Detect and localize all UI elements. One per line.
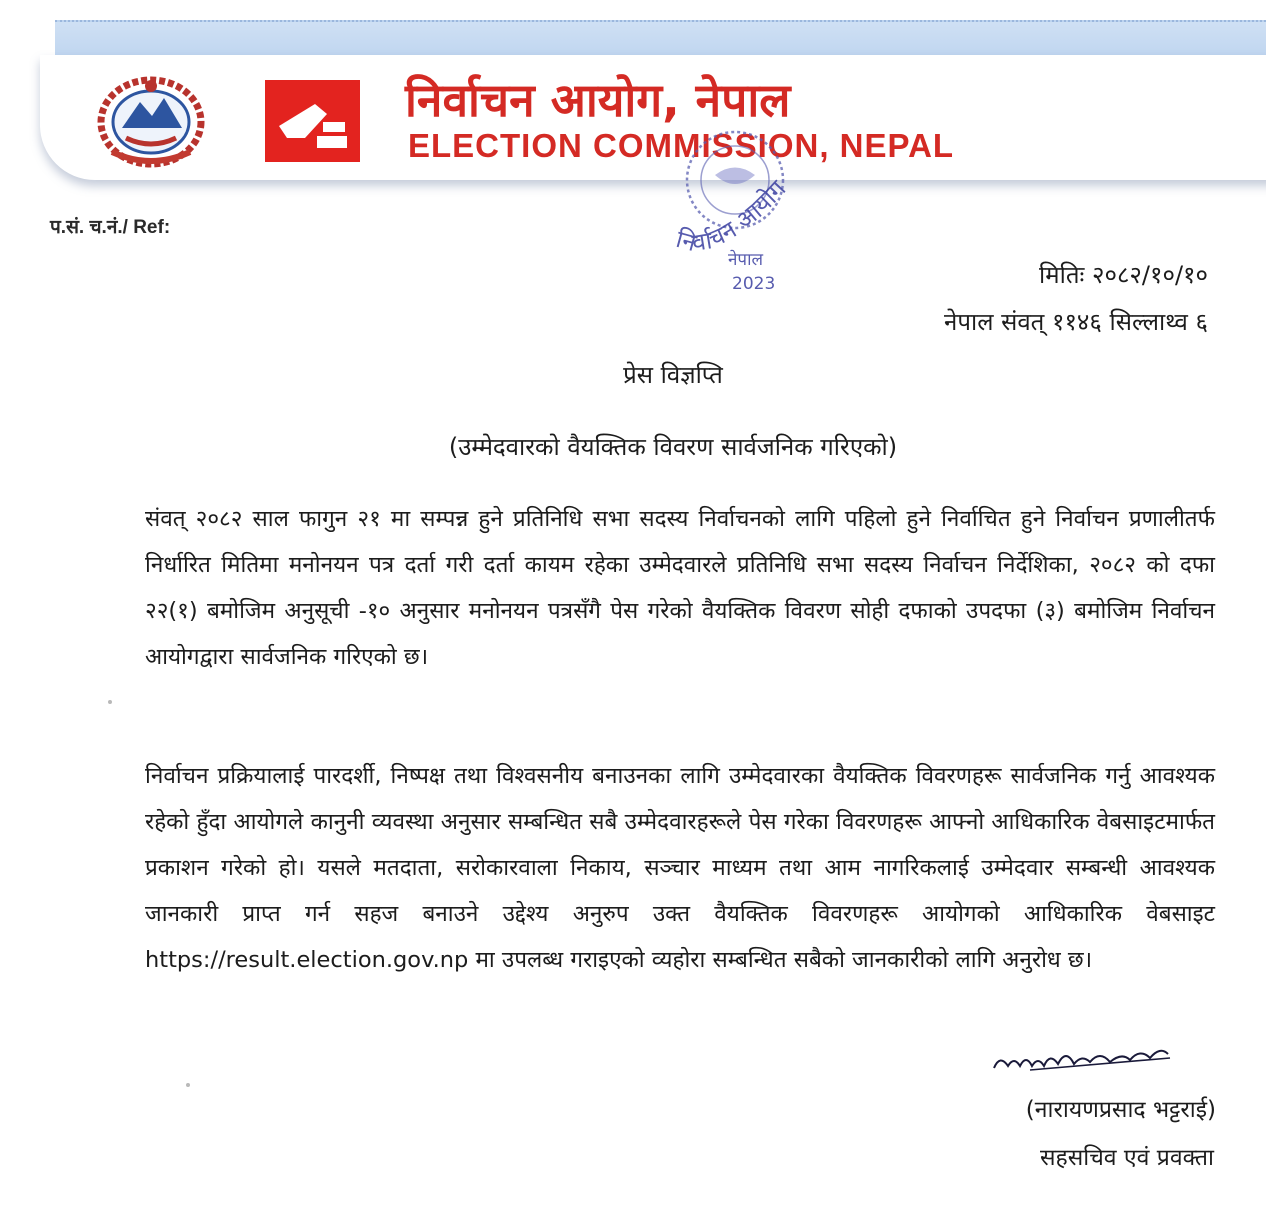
signer-designation: सहसचिव एवं प्रवक्ता <box>1039 1145 1214 1171</box>
ballot-box-icon <box>265 80 360 162</box>
seal-place: नेपाल <box>728 250 764 270</box>
signer-name: (नारायणप्रसाद भट्टराई) <box>1025 1097 1216 1123</box>
date-line: मितिः २०८२/१०/१० <box>1039 261 1208 289</box>
seal-text: निर्वाचन आयोग <box>673 175 792 258</box>
reference-label: प.सं. च.नं./ Ref: <box>50 217 171 238</box>
nepal-samvat-date: नेपाल संवत् ११४६ सिल्लाथ्व ६ <box>944 308 1208 336</box>
seal-year: 2023 <box>732 274 776 294</box>
press-release-subtitle: (उम्मेदवारको वैयक्तिक विवरण सार्वजनिक गरिएको) <box>448 433 898 461</box>
svg-text:निर्वाचन आयोग <box>673 175 792 258</box>
body-paragraph-2: निर्वाचन प्रक्रियालाई पारदर्शी, निष्पक्ष तथा विश्वसनीय बनाउनका लागि उम्मेदवारका वैयक्तिक विवरणहरू सार्वजनिक गर्नु आवश्यक रहेको हुँदा आयोगले कानुनी व्यवस्था अनुसार सम्बन्धित सबै उम्मेदवारहरूले पेस गरेका विवरणहरू आफ्नो आधिकारिक वेबसाइटमार्फत प्रकाशन गरेको हो। यसले मतदाता, सरोकारवाला निकाय, सञ्चार माध्यम तथा आम नागरिकलाई उम्मेदवार सम्बन्धी आवश्यक जानकारी प्राप्त गर्न सहज बनाउने उद्देश्य अनुरुप उक्त वैयक्तिक विवरणहरू आयोगको आधिकारिक वेबसाइट https://result.election.gov.np मा उपलब्ध गराइएको व्यहोरा सम्बन्धित सबैको जानकारीको लागि अनुरोध छ। <box>145 763 1215 973</box>
nepal-emblem-icon <box>92 72 210 168</box>
letterhead-title-english: ELECTION COMMISSION, NEPAL <box>408 127 955 164</box>
scan-speck <box>108 700 112 704</box>
letterhead-title-nepali: निर्वाचन आयोग, नेपाल <box>405 73 791 127</box>
official-seal-stamp <box>640 105 840 300</box>
signature-icon <box>990 1040 1180 1080</box>
scan-speck <box>186 1083 190 1087</box>
body-paragraph-1: संवत् २०८२ साल फागुन २१ मा सम्पन्न हुने प्रतिनिधि सभा सदस्य निर्वाचनको लागि पहिलो हुने निर्वाचित हुने निर्वाचन प्रणालीतर्फ निर्धारित मितिमा मनोनयन पत्र दर्ता गरी दर्ता कायम रहेका उम्मेदवारले प्रतिनिधि सभा सदस्य निर्वाचन निर्देशिका, २०८२ को दफा २२(१) बमोजिम अनुसूची -१० अनुसार मनोनयन पत्रसँगै पेस गरेको वैयक्तिक विवरण सोही दफाको उपदफा (३) बमोजिम निर्वाचन आयोगद्वारा सार्वजनिक गरिएको छ। <box>145 506 1215 670</box>
press-release-heading: प्रेस विज्ञप्ति <box>623 361 723 389</box>
